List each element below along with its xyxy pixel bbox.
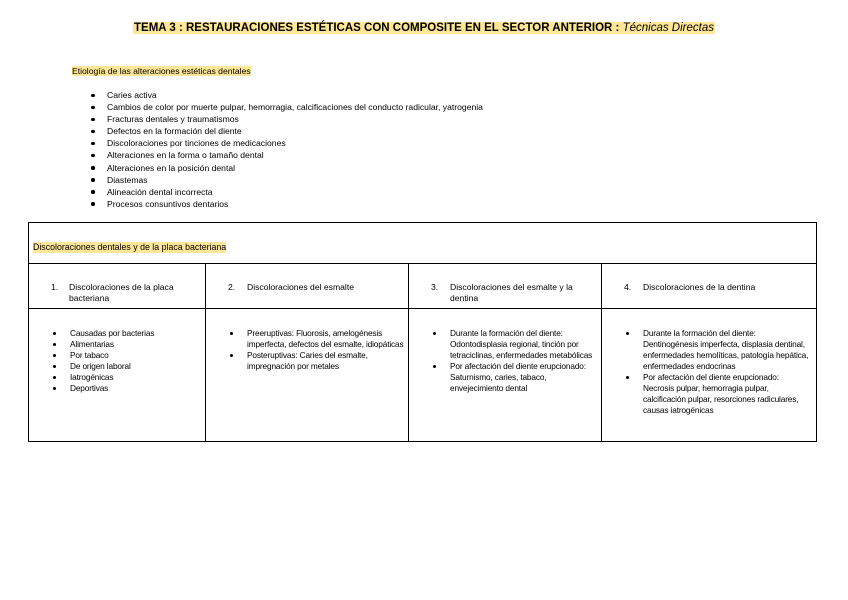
title-highlight bbox=[133, 22, 715, 34]
column-body bbox=[206, 309, 408, 441]
list-item: Caries activa bbox=[90, 89, 483, 101]
column-body bbox=[29, 309, 205, 441]
list-item: Alteraciones en la posición dental bbox=[90, 162, 483, 174]
list-item: Iatrogénicas bbox=[70, 372, 200, 383]
list-item: De origen laboral bbox=[70, 361, 200, 372]
column-list bbox=[643, 328, 811, 416]
list-item: Diastemas bbox=[90, 174, 483, 186]
column-title: Discoloraciones del esmalte bbox=[247, 282, 354, 292]
column-body bbox=[602, 309, 816, 441]
column-header bbox=[206, 264, 408, 309]
table-column-3 bbox=[408, 264, 601, 441]
list-item: Causadas por bacterias bbox=[70, 328, 200, 339]
list-item: Por tabaco bbox=[70, 350, 200, 361]
column-header bbox=[602, 264, 816, 309]
list-item: Alineación dental incorrecta bbox=[90, 186, 483, 198]
column-list bbox=[450, 328, 594, 394]
column-list bbox=[70, 328, 200, 394]
table-header-text: Discoloraciones dentales y de la placa bacteriana bbox=[33, 242, 227, 252]
etiologia-list bbox=[90, 89, 483, 210]
list-item: Discoloraciones por tinciones de medicaciones bbox=[90, 137, 483, 149]
list-item: Por afectación del diente erupcionado: Saturnismo, caries, tabaco, envejecimiento dental bbox=[450, 361, 594, 394]
list-item: Alimentarias bbox=[70, 339, 200, 350]
table-column-4 bbox=[601, 264, 816, 441]
list-item: Fracturas dentales y traumatismos bbox=[90, 113, 483, 125]
column-number: 2. bbox=[228, 282, 236, 292]
list-item: Posteruptivas: Caries del esmalte, impregnación por metales bbox=[247, 350, 405, 372]
list-item: Cambios de color por muerte pulpar, hemorragia, calcificaciones del conducto radicular, yatrogenia bbox=[90, 101, 483, 113]
etiologia-heading-text: Etiología de las alteraciones estéticas dentales bbox=[72, 66, 251, 76]
column-number: 1. bbox=[51, 282, 59, 292]
table-column-2 bbox=[205, 264, 408, 441]
list-item: Durante la formación del diente: Odontodisplasia regional, tinción por tetraciclinas, enfermedades metabólicas bbox=[450, 328, 593, 360]
column-header bbox=[29, 264, 205, 309]
column-list bbox=[247, 328, 405, 372]
list-item: Por afectación del diente erupcionado: Necrosis pulpar, hemorragia pulpar, calcificación pulpar, resorciones radiculares, causas iatrogénicas bbox=[643, 372, 811, 416]
list-item: Defectos en la formación del diente bbox=[90, 125, 483, 137]
page-title bbox=[0, 20, 848, 36]
column-number: 4. bbox=[624, 282, 632, 292]
column-number: 3. bbox=[431, 282, 439, 292]
title-sub: Técnicas Directas bbox=[622, 22, 714, 34]
table-header bbox=[29, 223, 816, 264]
list-item: Preeruptivas: Fluorosis, amelogénesis imperfecta, defectos del esmalte, idiopáticas bbox=[247, 328, 404, 349]
title-main: TEMA 3 : RESTAURACIONES ESTÉTICAS CON COMPOSITE EN EL SECTOR ANTERIOR : bbox=[134, 22, 620, 34]
discoloraciones-table bbox=[28, 222, 817, 442]
column-title: Discoloraciones de la dentina bbox=[643, 282, 756, 292]
table-column-1 bbox=[29, 264, 205, 441]
column-title: Discoloraciones del esmalte y la dentina bbox=[450, 282, 573, 303]
list-item: Procesos consuntivos dentarios bbox=[90, 198, 483, 210]
list-item: Alteraciones en la forma o tamaño dental bbox=[90, 149, 483, 161]
etiologia-heading bbox=[72, 66, 251, 77]
list-item: Deportivas bbox=[70, 383, 200, 394]
column-title: Discoloraciones de la placa bacteriana bbox=[69, 282, 174, 303]
column-body bbox=[409, 309, 601, 441]
list-item: Durante la formación del diente: Dentinogénesis imperfecta, displasia dentinal, enfermedades hemolíticas, patología hepática, enfermedades endocrinas bbox=[643, 328, 811, 372]
column-header bbox=[409, 264, 601, 309]
